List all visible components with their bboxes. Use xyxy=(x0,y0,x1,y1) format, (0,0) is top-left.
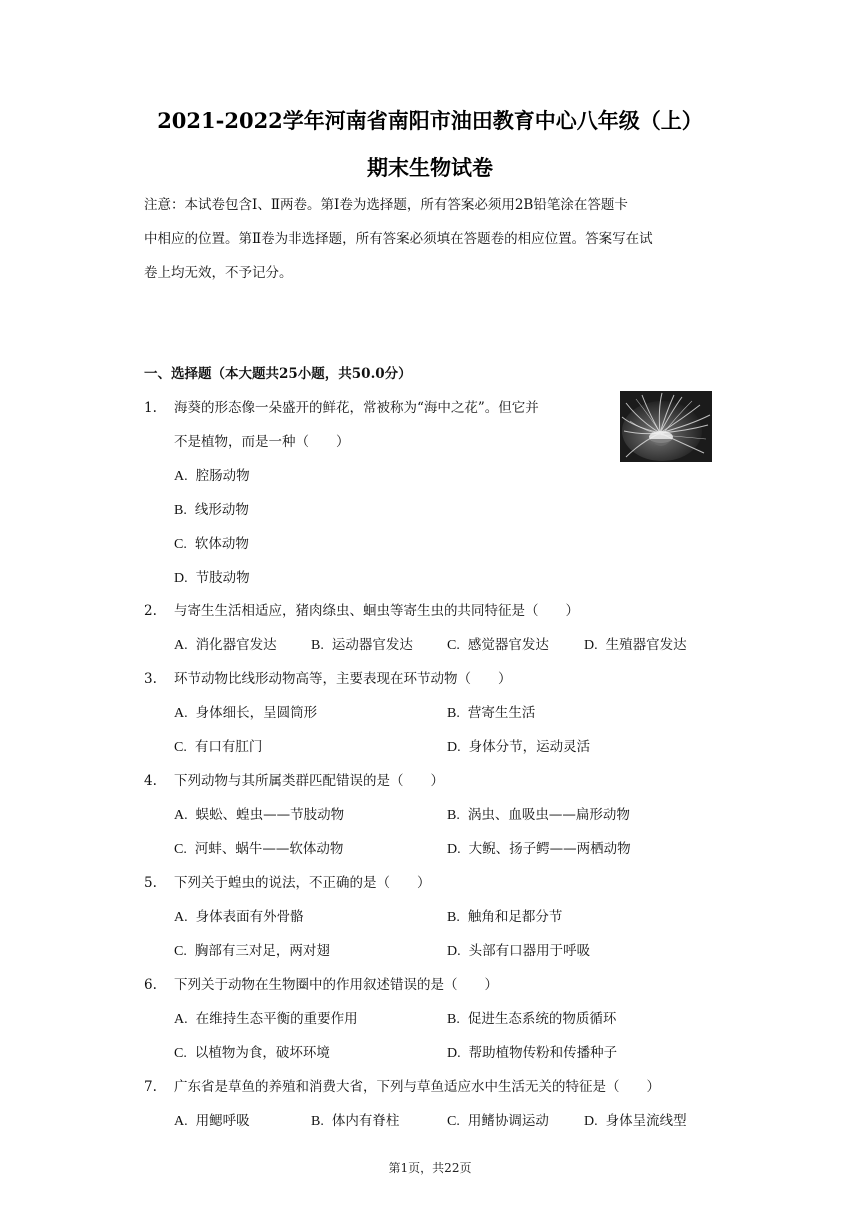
page-footer: 第1页，共22页 xyxy=(388,1161,472,1175)
option-letter: D. xyxy=(584,1114,598,1129)
option-d xyxy=(447,737,590,758)
option-a xyxy=(174,1111,250,1132)
option-text: 营寄生生活 xyxy=(467,705,536,721)
question-number: 3. xyxy=(144,671,157,687)
option-text: 头部有口器用于呼吸 xyxy=(468,943,591,959)
question-number: 7. xyxy=(144,1079,157,1095)
question-stem: 与寄生生活相适应，猪肉绦虫、蛔虫等寄生虫的共同特征是（ ） xyxy=(174,603,579,619)
option-text: 大鲵、扬子鳄——两栖动物 xyxy=(468,841,631,857)
question-stem: 海葵的形态像一朵盛开的鲜花，常被称为“海中之花”。但它并 xyxy=(174,400,539,416)
option-letter: A. xyxy=(174,1012,188,1027)
option-text: 运动器官发达 xyxy=(331,637,413,653)
option-text: 身体表面有外骨骼 xyxy=(195,909,304,925)
option-c xyxy=(174,941,330,962)
question-stem: 下列关于动物在生物圈中的作用叙述错误的是（ ） xyxy=(174,977,498,993)
option-b xyxy=(311,1111,399,1132)
option-text: 用鳍协调运动 xyxy=(467,1113,549,1129)
option-text: 生殖器官发达 xyxy=(605,637,687,653)
option-letter: A. xyxy=(174,1114,188,1129)
question-stem: 下列动物与其所属类群匹配错误的是（ ） xyxy=(174,773,444,789)
option-d xyxy=(447,1043,617,1064)
option-text: 腔肠动物 xyxy=(195,468,250,484)
option-d xyxy=(447,839,631,860)
option-letter: B. xyxy=(447,706,460,721)
notice-line-3: 卷上均无效，不予记分。 xyxy=(144,265,293,281)
option-letter: C. xyxy=(174,740,187,755)
exam-title-line1: 2021-2022学年河南省南阳市油田教育中心八年级（上） xyxy=(157,108,703,133)
section-title: 一、选择题（本大题共25小题，共50.0分） xyxy=(144,366,412,382)
option-letter: C. xyxy=(174,537,187,552)
option-letter: A. xyxy=(174,808,188,823)
option-a xyxy=(174,1009,358,1030)
question-number: 1. xyxy=(144,400,157,416)
notice-line-1: 注意：本试卷包含Ⅰ、Ⅱ两卷。第Ⅰ卷为选择题，所有答案必须用2B铅笔涂在答题卡 xyxy=(144,197,628,213)
option-letter: C. xyxy=(447,638,460,653)
option-letter: D. xyxy=(447,740,461,755)
question-stem: 广东省是草鱼的养殖和消费大省，下列与草鱼适应水中生活无关的特征是（ ） xyxy=(174,1079,660,1095)
option-text: 促进生态系统的物质循环 xyxy=(467,1011,617,1027)
option-text: 用鳃呼吸 xyxy=(195,1113,250,1129)
option-a xyxy=(174,466,250,487)
option-a xyxy=(174,635,277,656)
option-a xyxy=(174,703,317,724)
sea-anemone-photo xyxy=(620,391,712,462)
option-text: 河蚌、蜗牛——软体动物 xyxy=(194,841,344,857)
option-letter: D. xyxy=(584,638,598,653)
option-letter: B. xyxy=(311,638,324,653)
option-text: 节肢动物 xyxy=(195,570,250,586)
option-letter: C. xyxy=(447,1114,460,1129)
option-text: 身体分节，运动灵活 xyxy=(468,739,591,755)
option-text: 触角和足都分节 xyxy=(467,909,563,925)
option-letter: C. xyxy=(174,944,187,959)
option-letter: D. xyxy=(447,1046,461,1061)
option-b xyxy=(447,907,562,928)
option-text: 蜈蚣、蝗虫——节肢动物 xyxy=(195,807,345,823)
option-a xyxy=(174,907,304,928)
option-letter: A. xyxy=(174,638,188,653)
option-text: 感觉器官发达 xyxy=(467,637,549,653)
question-number: 2. xyxy=(144,603,157,619)
question-number: 5. xyxy=(144,875,157,891)
exam-title-line2: 期末生物试卷 xyxy=(367,155,493,180)
option-d xyxy=(174,568,250,589)
notice-line-2: 中相应的位置。第Ⅱ卷为非选择题，所有答案必须填在答题卷的相应位置。答案写在试 xyxy=(144,231,653,247)
option-letter: C. xyxy=(174,1046,187,1061)
option-letter: B. xyxy=(447,1012,460,1027)
option-d xyxy=(584,1111,687,1132)
option-letter: C. xyxy=(174,842,187,857)
option-d xyxy=(447,941,590,962)
option-letter: D. xyxy=(447,842,461,857)
option-text: 身体细长，呈圆筒形 xyxy=(195,705,318,721)
option-text: 线形动物 xyxy=(194,502,249,518)
option-b xyxy=(447,805,630,826)
option-c xyxy=(174,1043,330,1064)
option-a xyxy=(174,805,344,826)
option-letter: A. xyxy=(174,469,188,484)
option-c xyxy=(174,534,249,555)
option-text: 帮助植物传粉和传播种子 xyxy=(468,1045,618,1061)
option-c xyxy=(447,1111,549,1132)
option-text: 消化器官发达 xyxy=(195,637,277,653)
question-stem: 下列关于蝗虫的说法，不正确的是（ ） xyxy=(174,875,431,891)
question-stem: 不是植物，而是一种（ ） xyxy=(174,434,350,450)
question-stem: 环节动物比线形动物高等，主要表现在环节动物（ ） xyxy=(174,671,512,687)
option-text: 体内有脊柱 xyxy=(331,1113,400,1129)
option-text: 有口有肛门 xyxy=(194,739,263,755)
option-text: 软体动物 xyxy=(194,536,249,552)
option-letter: B. xyxy=(174,503,187,518)
option-letter: D. xyxy=(447,944,461,959)
question-number: 6. xyxy=(144,977,157,993)
option-letter: A. xyxy=(174,706,188,721)
option-letter: B. xyxy=(311,1114,324,1129)
option-d xyxy=(584,635,687,656)
option-c xyxy=(447,635,549,656)
option-text: 胸部有三对足，两对翅 xyxy=(194,943,330,959)
option-letter: B. xyxy=(447,808,460,823)
option-c xyxy=(174,737,262,758)
option-letter: D. xyxy=(174,571,188,586)
option-letter: B. xyxy=(447,910,460,925)
option-letter: A. xyxy=(174,910,188,925)
option-text: 在维持生态平衡的重要作用 xyxy=(195,1011,358,1027)
option-b xyxy=(447,1009,616,1030)
option-b xyxy=(311,635,413,656)
question-number: 4. xyxy=(144,773,157,789)
option-b xyxy=(174,500,249,521)
option-text: 以植物为食，破坏环境 xyxy=(194,1045,330,1061)
option-c xyxy=(174,839,343,860)
option-b xyxy=(447,703,535,724)
option-text: 涡虫、血吸虫——扁形动物 xyxy=(467,807,630,823)
option-text: 身体呈流线型 xyxy=(605,1113,687,1129)
